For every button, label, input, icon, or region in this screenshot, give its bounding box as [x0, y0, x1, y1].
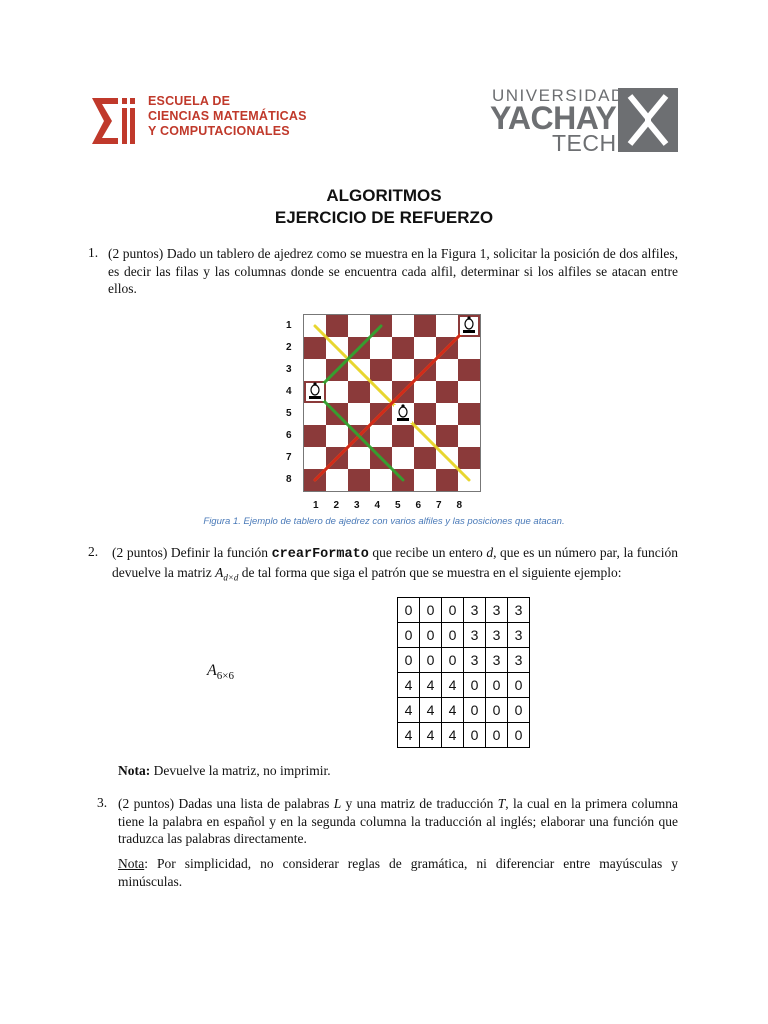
exercise-2-text-part: de tal forma que siga el patrón que se muestra en el siguiente ejemplo: [238, 564, 622, 580]
university-logo [490, 84, 680, 156]
board-square [414, 315, 436, 337]
school-name-line: ESCUELA DE [148, 94, 231, 108]
matrix-cell: 4 [442, 698, 464, 723]
board-square [326, 425, 348, 447]
rank-label: 1 [286, 320, 292, 331]
file-label: 6 [415, 500, 422, 511]
matrix-symbol: A [215, 564, 224, 580]
board-square [392, 337, 414, 359]
exercise-3-text-part: (2 puntos) Dadas una lista de palabras [118, 796, 334, 811]
matrix-cell: 0 [508, 723, 530, 748]
matrix-cell: 0 [486, 673, 508, 698]
board-square [414, 447, 436, 469]
exercise-3-text-part: y una matriz de traducción [341, 796, 498, 811]
school-name [148, 94, 307, 139]
board-square [370, 469, 392, 491]
doc-title: ALGORITMOS [326, 186, 442, 205]
matrix-cell: 3 [508, 648, 530, 673]
matrix-cell: 0 [398, 648, 420, 673]
rank-label: 6 [286, 430, 292, 441]
matrix-cell: 4 [398, 698, 420, 723]
matrix-cell: 4 [420, 698, 442, 723]
matrix-cell: 4 [398, 673, 420, 698]
board-square [436, 425, 458, 447]
board-square [392, 425, 414, 447]
note-label: Nota: [118, 763, 151, 778]
board-square [436, 403, 458, 425]
board-square [304, 359, 326, 381]
exercise-2-note [118, 762, 331, 780]
board-square [304, 337, 326, 359]
bishop-icon [306, 382, 324, 401]
exercise-3-number: 3. [97, 795, 108, 810]
university-label: UNIVERSIDAD [492, 86, 625, 105]
ecmc-logo-icon [88, 94, 138, 148]
board-square [392, 315, 414, 337]
rank-label: 8 [286, 474, 292, 485]
school-name-line: CIENCIAS MATEMÁTICAS [148, 109, 307, 123]
board-square [304, 403, 326, 425]
board-square [392, 359, 414, 381]
university-sub: TECH [552, 130, 617, 156]
rank-label: 4 [286, 386, 292, 397]
board-square [436, 469, 458, 491]
matrix-cell: 3 [464, 623, 486, 648]
board-square [458, 381, 480, 403]
variable-d: d [486, 545, 494, 560]
matrix-row [398, 598, 530, 623]
file-label: 8 [456, 500, 463, 511]
matrix-subscript: d×d [223, 572, 239, 583]
matrix-cell: 4 [420, 673, 442, 698]
matrix-cell: 3 [486, 598, 508, 623]
board-square [348, 403, 370, 425]
board-square [304, 425, 326, 447]
example-matrix [397, 597, 530, 748]
matrix-cell: 0 [420, 598, 442, 623]
board-square [414, 381, 436, 403]
file-label: 3 [354, 500, 360, 511]
matrix-cell: 0 [420, 623, 442, 648]
matrix-cell: 4 [442, 723, 464, 748]
file-label: 7 [436, 500, 442, 511]
matrix-cell: 0 [420, 648, 442, 673]
board-square [348, 381, 370, 403]
matrix-cell: 0 [398, 598, 420, 623]
board-square [414, 403, 436, 425]
matrix-cell: 3 [486, 648, 508, 673]
board-square [326, 315, 348, 337]
board-square [370, 337, 392, 359]
board-square [348, 315, 370, 337]
matrix-cell: 0 [464, 698, 486, 723]
variable-t: T [497, 796, 506, 811]
file-label: 5 [395, 500, 401, 511]
school-name-line: Y COMPUTACIONALES [148, 124, 290, 138]
school-logo [88, 92, 308, 150]
rank-label: 7 [286, 452, 292, 463]
rank-label: 3 [286, 364, 292, 375]
matrix-row [398, 673, 530, 698]
matrix-cell: 3 [486, 623, 508, 648]
file-label: 2 [333, 500, 340, 511]
variable-l: L [333, 796, 342, 811]
board-square [458, 425, 480, 447]
board-square [414, 337, 436, 359]
matrix-cell: 0 [486, 698, 508, 723]
board-square [458, 359, 480, 381]
university-name: YACHAY [490, 100, 617, 136]
figure-caption: Figura 1. Ejemplo de tablero de ajedrez con varios alfiles y las posiciones que atacan. [203, 516, 565, 527]
matrix-cell: 4 [442, 673, 464, 698]
matrix-row [398, 648, 530, 673]
doc-subtitle: EJERCICIO DE REFUERZO [274, 208, 494, 227]
exercise-2-number: 2. [88, 544, 99, 559]
matrix-cell: 3 [508, 598, 530, 623]
board-square [436, 381, 458, 403]
matrix-cell: 0 [398, 623, 420, 648]
board-square [458, 337, 480, 359]
example-matrix-label [207, 662, 234, 682]
exercise-3-note [118, 855, 678, 890]
board-square [436, 315, 458, 337]
note-label: Nota [118, 856, 145, 871]
example-matrix-subscript: 6×6 [216, 670, 234, 683]
matrix-cell: 0 [442, 598, 464, 623]
matrix-cell: 0 [508, 673, 530, 698]
exercise-2-text [112, 544, 678, 587]
matrix-cell: 0 [486, 723, 508, 748]
function-name: crearFormato [271, 547, 369, 562]
example-matrix-symbol: A [207, 662, 217, 679]
board-square [348, 469, 370, 491]
exercise-2-text-part: que recibe un entero [368, 545, 487, 560]
matrix-row [398, 723, 530, 748]
rank-label: 2 [286, 342, 292, 353]
exercise-3-text-part: , la cual en la primera columna tiene la palabra en español y en la segunda columna la traducción al inglés; elaborar una función que traduzca las palabras directamente. [118, 796, 678, 846]
exercise-1-text: (2 puntos) Dado un tablero de ajedrez como se muestra en la Figura 1, solicitar la posición de dos alfiles, es decir las filas y las columnas donde se encuentra cada alfil, determinar si los alfiles se atacan entre ellos. [108, 246, 678, 296]
bishop-icon [460, 316, 478, 335]
board-square [304, 447, 326, 469]
exercise-2-text-part: (2 puntos) Definir la función [112, 545, 272, 560]
file-label: 4 [374, 500, 381, 511]
note-text: Devuelve la matriz, no imprimir. [150, 763, 331, 778]
board-square [392, 447, 414, 469]
board-square [370, 359, 392, 381]
matrix-cell: 4 [398, 723, 420, 748]
board-square [326, 381, 348, 403]
exercise-2-text-part: , que es un número par, la función devuelve la matriz [112, 545, 679, 580]
matrix-cell: 0 [442, 623, 464, 648]
chessboard [303, 314, 481, 492]
matrix-row [398, 623, 530, 648]
matrix-cell: 3 [508, 623, 530, 648]
board-square [348, 447, 370, 469]
yachay-mark-icon [618, 88, 678, 152]
matrix-cell: 0 [464, 673, 486, 698]
matrix-row [398, 698, 530, 723]
matrix-cell: 3 [464, 598, 486, 623]
board-square [458, 403, 480, 425]
bishop-icon [394, 404, 412, 423]
board-square [436, 359, 458, 381]
exercise-1-number: 1. [88, 245, 99, 260]
note-text: : Por simplicidad, no considerar reglas de gramática, ni diferenciar entre mayúsculas y minúsculas. [118, 856, 678, 889]
rank-label: 5 [286, 408, 292, 419]
board-square [326, 469, 348, 491]
matrix-cell: 3 [464, 648, 486, 673]
board-square [414, 469, 436, 491]
matrix-cell: 0 [464, 723, 486, 748]
file-label: 1 [313, 500, 319, 511]
board-square [370, 425, 392, 447]
exercise-3-text [118, 795, 678, 848]
matrix-cell: 0 [442, 648, 464, 673]
board-square [458, 447, 480, 469]
matrix-cell: 4 [420, 723, 442, 748]
matrix-cell: 0 [508, 698, 530, 723]
